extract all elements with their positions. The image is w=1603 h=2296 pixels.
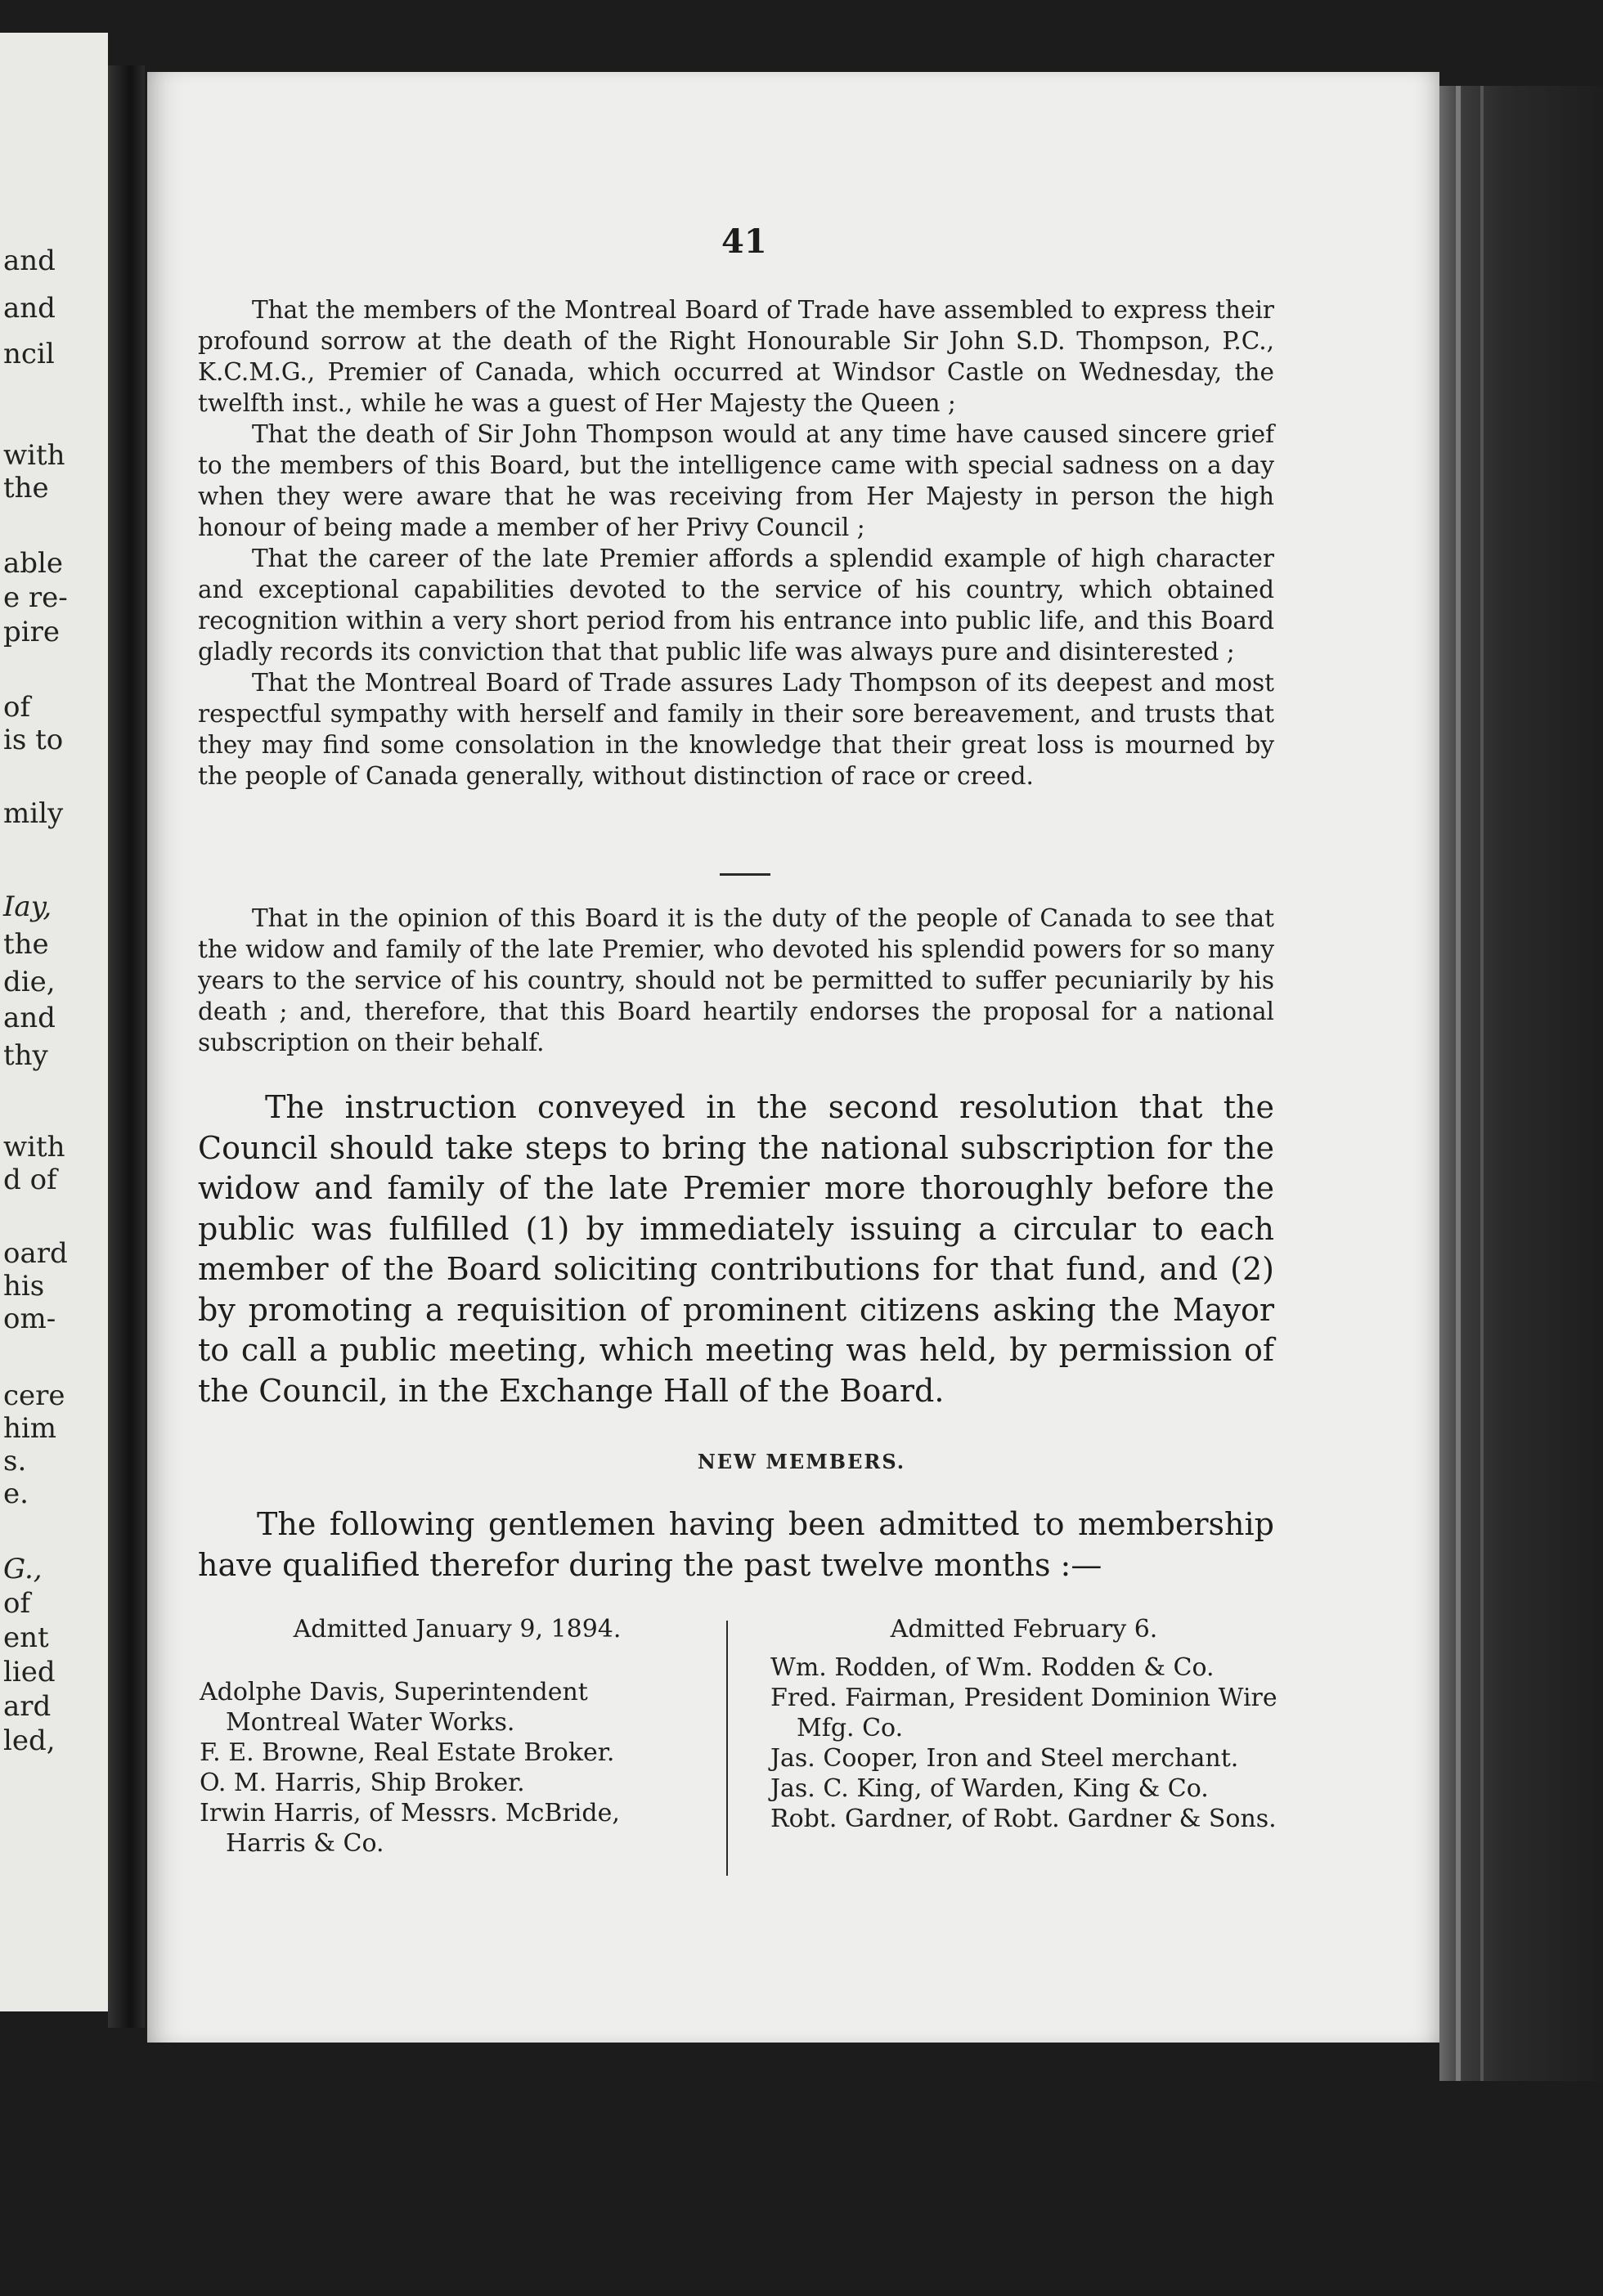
resolution-paragraph: That the death of Sir John Thompson would at any time have caused sincere grief to the members of this Board, but the intelligence came with special sadness on a day when they were aware that he was receiving from Her Majesty in person the high honour of being made a member of her Privy Council ; (198, 420, 1274, 541)
left-page-text: with (3, 1131, 65, 1164)
left-page-text: pire (3, 616, 61, 648)
page-edges (1439, 86, 1603, 2081)
list-item: O. M. Harris, Ship Broker. (200, 1769, 525, 1797)
resolution-two (198, 903, 1274, 1058)
left-page-text: thy (3, 1039, 48, 1072)
body-text: The following gentlemen having been admitted to membership have qualified therefor during the past twelve months :— (198, 1506, 1274, 1583)
left-page-text: cere (3, 1379, 65, 1412)
list-item: Robt. Gardner, of Robt. Gardner & Sons. (770, 1805, 1277, 1833)
list-heading: Admitted February 6. (890, 1615, 1158, 1644)
list-item: Adolphe Davis, Superintendent Montreal Water Works. (200, 1678, 588, 1737)
left-page-fragment (0, 33, 108, 2011)
resolution-one (198, 294, 1274, 791)
admitted-list-left (200, 1614, 690, 1859)
list-item: Wm. Rodden, of Wm. Rodden & Co. (770, 1653, 1215, 1682)
left-page-text: s. (3, 1445, 27, 1478)
left-page-text: his (3, 1270, 45, 1303)
left-page-text: of (3, 1587, 31, 1620)
left-page-text: G., (3, 1553, 43, 1585)
left-page-text: e. (3, 1478, 29, 1510)
list-item: Jas. Cooper, Iron and Steel merchant. (770, 1744, 1239, 1773)
column-rule (726, 1621, 728, 1876)
left-page-text: die, (3, 966, 56, 998)
left-page-text: oard (3, 1237, 68, 1270)
admitted-list-right (770, 1614, 1277, 1834)
page-number: 41 (721, 222, 767, 261)
resolution-paragraph: That the career of the late Premier affords a splendid example of high character and exceptional capabilities devoted to the service of his country, which obtained recognition within a very short period from his entrance into public life, and this Board gladly records its conviction that that public life was always pure and disinterested ; (198, 545, 1274, 666)
left-page-text: and (3, 1002, 56, 1034)
left-page-text: Iay, (3, 890, 52, 923)
list-item: Irwin Harris, of Messrs. McBride, Harris & Co. (200, 1799, 620, 1858)
left-page-text: ncil (3, 338, 55, 370)
left-page-text: the (3, 928, 49, 961)
left-page-text: om- (3, 1303, 56, 1335)
left-page-text: is to (3, 724, 64, 756)
left-page-text: him (3, 1412, 57, 1445)
left-page-text: mily (3, 797, 64, 830)
left-page-text: and (3, 292, 56, 325)
resolution-paragraph: That the members of the Montreal Board of Trade have assembled to express their profound sorrow at the death of the Right Honourable Sir John S.D. Thompson, P.C., K.C.M.G., Premier of Canada, which occurred at Windsor Castle on Wednesday, the twelfth inst., while he was a guest of Her Majesty the Queen ; (198, 296, 1274, 417)
list-item: Fred. Fairman, President Dominion Wire Mfg. Co. (770, 1684, 1277, 1742)
members-intro (198, 1505, 1274, 1585)
body-text: The instruction conveyed in the second resolution that the Council should take steps to bring the national subscription for the widow and family of the late Premier more thoroughly before the public was fulfilled (1) by immediately issuing a circular to each member of the Board soliciting contributions for that fund, and (2) by promoting a requisition of prominent citizens asking the Mayor to call a public meeting, which meeting was held, by permission of the Council, in the Exchange Hall of the Board. (198, 1089, 1274, 1409)
left-page-text: with (3, 439, 65, 472)
resolution-paragraph: That in the opinion of this Board it is the duty of the people of Canada to see that the widow and family of the late Premier, who devoted his splendid powers for so many years to the service of his country, should not be permitted to suffer pecuniarily by his death ; and, therefore, that this Board heartily endorses the proposal for a national subscription on their behalf. (198, 904, 1274, 1056)
left-page-text: led, (3, 1724, 56, 1757)
list-item: Jas. C. King, of Warden, King & Co. (770, 1774, 1209, 1803)
left-page-text: ent (3, 1621, 49, 1654)
left-page-text: e re- (3, 581, 68, 614)
resolution-paragraph: That the Montreal Board of Trade assures Lady Thompson of its deepest and most respectful sympathy with herself and family in their sore bereavement, and trusts that they may find some consolation in the knowledge that their great loss is mourned by the people of Canada generally, without distinction of race or creed. (198, 669, 1274, 790)
section-rule (720, 873, 770, 876)
body-paragraph (198, 1087, 1274, 1411)
left-page-text: ard (3, 1690, 52, 1723)
left-page-text: able (3, 547, 64, 580)
left-page-text: d of (3, 1164, 57, 1196)
list-item: F. E. Browne, Real Estate Broker. (200, 1738, 615, 1767)
book-gutter (108, 65, 145, 2028)
left-page-text: the (3, 472, 49, 504)
list-heading: Admitted January 9, 1894. (293, 1615, 622, 1644)
section-heading: NEW MEMBERS. (697, 1450, 906, 1473)
left-page-text: and (3, 244, 56, 277)
left-page-text: lied (3, 1656, 56, 1688)
left-page-text: of (3, 691, 31, 724)
